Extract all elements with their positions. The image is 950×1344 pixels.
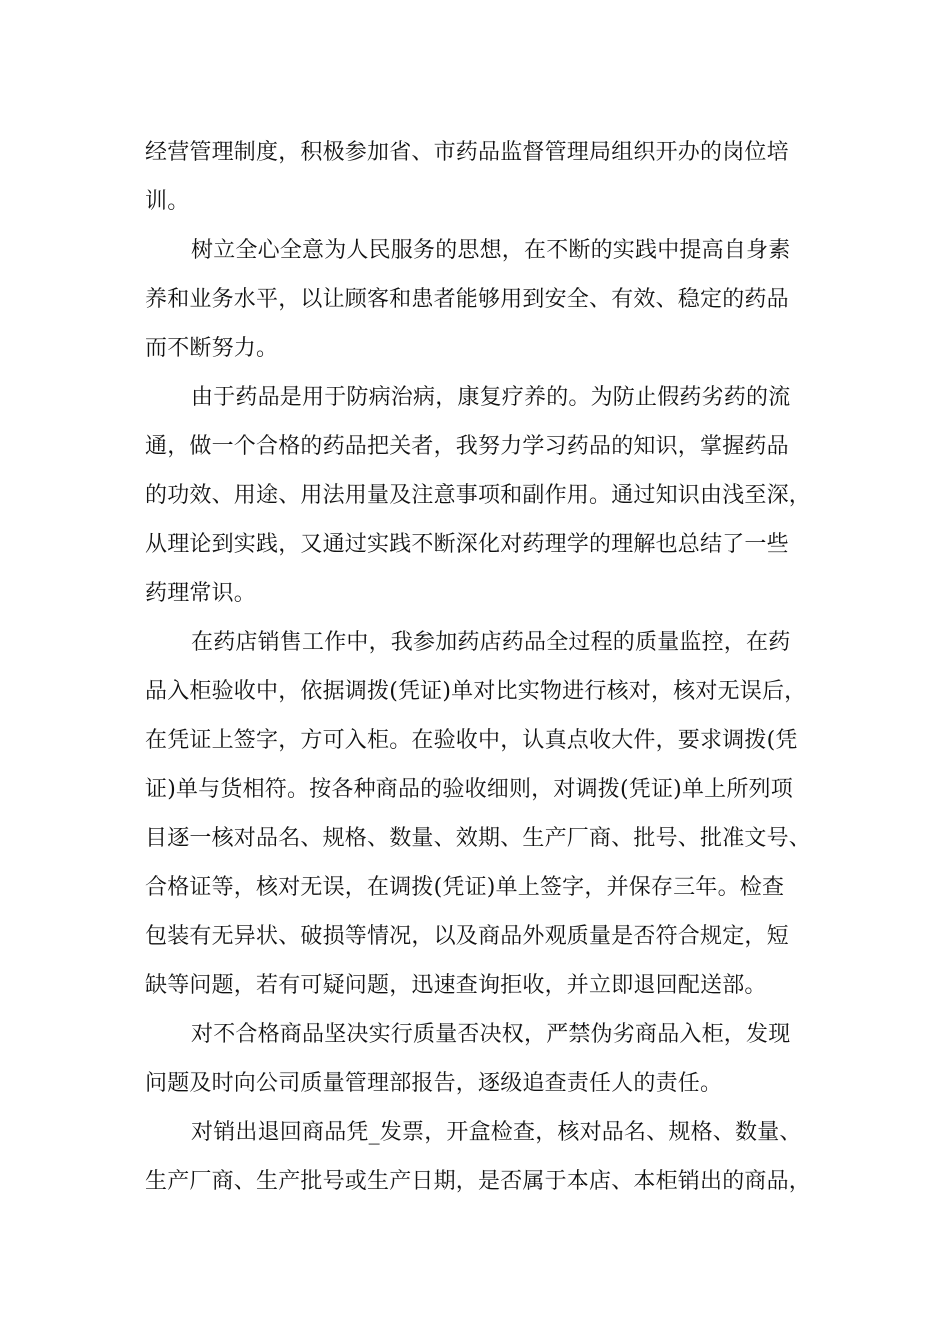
paragraph xyxy=(145,373,810,618)
document-body xyxy=(145,128,810,1206)
text-line: 合格证等，核对无误，在调拨(凭证)单上签字，并保存三年。检查 xyxy=(145,875,785,900)
text-line: 由于药品是用于防病治病，康复疗养的。为防止假药劣药的流 xyxy=(191,385,791,410)
text-line: 从理论到实践，又通过实践不断深化对药理学的理解也总结了一些 xyxy=(145,532,789,557)
text-line: 包装有无异状、破损等情况，以及商品外观质量是否符合规定，短 xyxy=(145,924,789,949)
paragraph xyxy=(145,226,810,373)
text-line: 缺等问题，若有可疑问题，迅速查询拒收，并立即退回配送部。 xyxy=(145,973,767,998)
text-line: 而不断努力。 xyxy=(145,336,279,361)
text-line: 对销出退回商品凭_发票，开盒检查，核对品名、规格、数量、 xyxy=(191,1120,802,1145)
text-line: 对不合格商品坚决实行质量否决权，严禁伪劣商品入柜，发现 xyxy=(191,1022,791,1047)
text-line: 经营管理制度，积极参加省、市药品监督管理局组织开办的岗位培 xyxy=(145,140,789,165)
paragraph xyxy=(145,1108,810,1206)
text-line: 通，做一个合格的药品把关者，我努力学习药品的知识，掌握药品 xyxy=(145,434,789,459)
text-line: 在凭证上签字，方可入柜。在验收中，认真点收大件，要求调拨(凭 xyxy=(145,728,798,753)
text-line: 目逐一核对品名、规格、数量、效期、生产厂商、批号、批准文号、 xyxy=(145,826,812,851)
text-line: 生产厂商、生产批号或生产日期，是否属于本店、本柜销出的商品， xyxy=(145,1169,812,1194)
paragraph xyxy=(145,618,810,1010)
text-line: 训。 xyxy=(145,189,190,214)
text-line: 在药店销售工作中，我参加药店药品全过程的质量监控，在药 xyxy=(191,630,791,655)
text-line: 证)单与货相符。按各种商品的验收细则，对调拨(凭证)单上所列项 xyxy=(145,777,793,802)
paragraph xyxy=(145,128,810,226)
text-line: 问题及时向公司质量管理部报告，逐级追查责任人的责任。 xyxy=(145,1071,723,1096)
text-line: 养和业务水平，以让顾客和患者能够用到安全、有效、稳定的药品 xyxy=(145,287,789,312)
text-line: 的功效、用途、用法用量及注意事项和副作用。通过知识由浅至深， xyxy=(145,483,812,508)
text-line: 树立全心全意为人民服务的思想，在不断的实践中提高自身素 xyxy=(191,238,791,263)
text-line: 品入柜验收中，依据调拨(凭证)单对比实物进行核对，核对无误后， xyxy=(145,679,807,704)
paragraph xyxy=(145,1010,810,1108)
text-line: 药理常识。 xyxy=(145,581,257,606)
